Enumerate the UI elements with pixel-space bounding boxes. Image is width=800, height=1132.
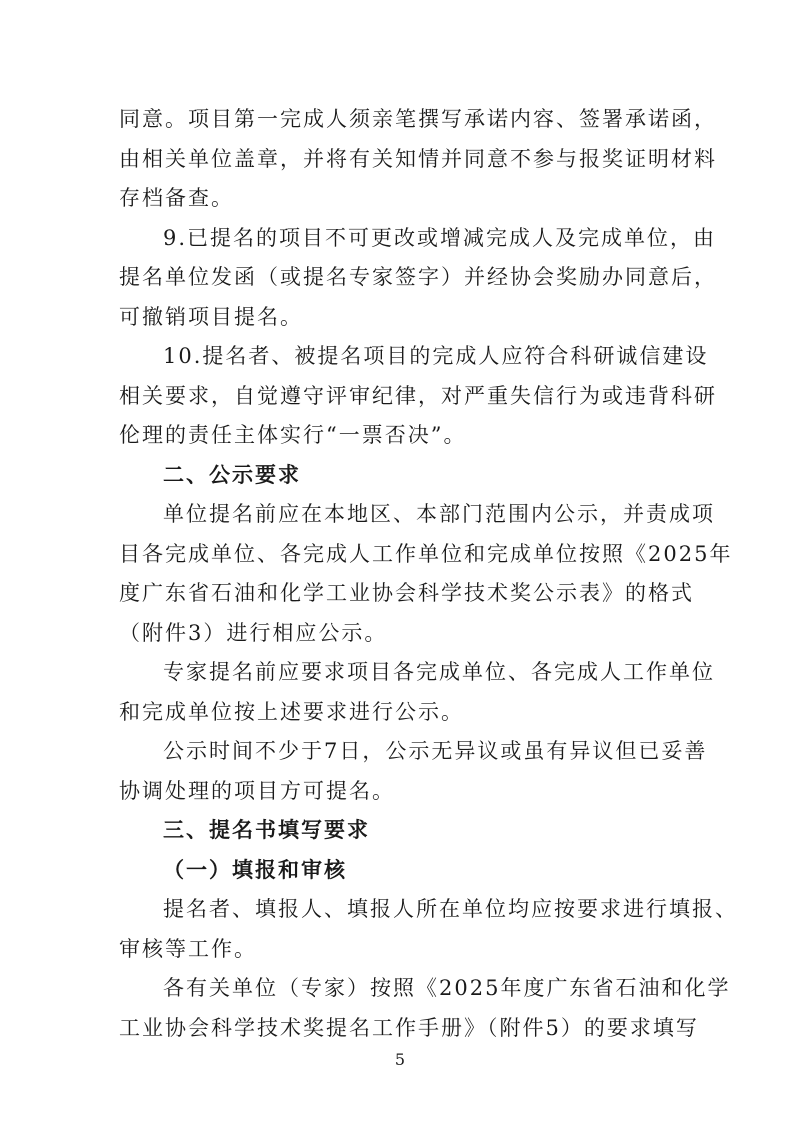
- text-line: 10.提名者、被提名项目的完成人应符合科研诚信建设: [163, 344, 709, 368]
- text-line: 各有关单位（专家）按照《2025年度广东省石油和化学: [163, 976, 731, 1000]
- text-line: 目各完成单位、各完成人工作单位和完成单位按照《2025年: [119, 542, 733, 566]
- text-line: 公示时间不少于7日，公示无异议或虽有异议但已妥善: [163, 739, 708, 763]
- section-heading: 三、提名书填写要求: [163, 818, 370, 842]
- text-line: 专家提名前应要求项目各完成单位、各完成人工作单位: [163, 660, 715, 684]
- text-line: 相关要求，自觉遵守评审纪律，对严重失信行为或违背科研: [119, 384, 717, 408]
- subsection-heading: （一）填报和审核: [163, 858, 347, 882]
- page-number: 5: [394, 1050, 406, 1069]
- text-line: 同意。项目第一完成人须亲笔撰写承诺内容、签署承诺函，: [119, 107, 717, 131]
- text-line: 由相关单位盖章，并将有关知情并同意不参与报奖证明材料: [119, 147, 717, 171]
- text-line: 伦理的责任主体实行“一票否决”。: [119, 423, 467, 447]
- text-line: 工业协会科学技术奖提名工作手册》（附件5）的要求填写: [119, 1016, 699, 1040]
- text-line: 单位提名前应在本地区、本部门范围内公示，并责成项: [163, 502, 715, 526]
- text-line: 提名者、填报人、填报人所在单位均应按要求进行填报、: [163, 897, 738, 921]
- section-heading: 二、公示要求: [163, 463, 301, 487]
- text-line: （附件3）进行相应公示。: [119, 621, 388, 645]
- text-line: 和完成单位按上述要求进行公示。: [119, 700, 464, 724]
- text-line: 9.已提名的项目不可更改或增减完成人及完成单位，由: [163, 226, 717, 250]
- text-line: 审核等工作。: [119, 937, 257, 961]
- text-line: 可撤销项目提名。: [119, 305, 303, 329]
- text-line: 度广东省石油和化学工业协会科学技术奖公示表》的格式: [119, 581, 694, 605]
- text-line: 存档备查。: [119, 186, 234, 210]
- text-line: 协调处理的项目方可提名。: [119, 779, 395, 803]
- text-line: 提名单位发函（或提名专家签字）并经协会奖励办同意后，: [119, 265, 717, 289]
